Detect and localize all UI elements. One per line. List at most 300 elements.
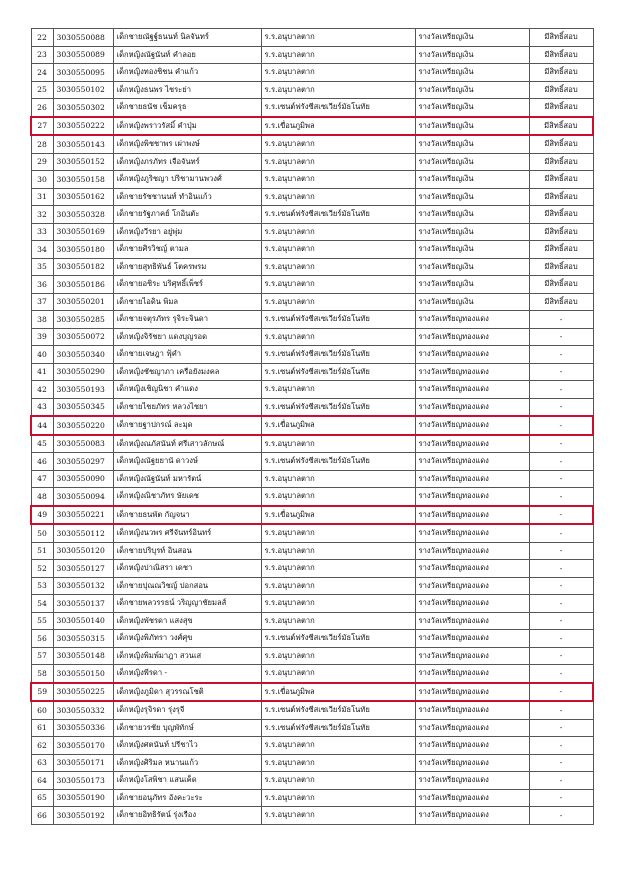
award-level: รางวัลเหรียญทองแดง [415, 754, 529, 772]
row-number: 62 [31, 737, 53, 755]
exam-eligibility: - [529, 328, 593, 346]
row-number: 26 [31, 99, 53, 117]
highlighted-table-row [31, 683, 593, 702]
award-level: รางวัลเหรียญเงิน [415, 135, 529, 153]
exam-eligibility: - [529, 789, 593, 807]
school-name: ร.ร.เซนต์ฟรังซีสเซเวียร์มัธโนทัย [261, 206, 415, 224]
row-number: 22 [31, 29, 53, 47]
student-name: เด็กชายจตุรภัทร รุจิระจินดา [113, 311, 261, 329]
student-name: เด็กชายปริบุรท์ อินสอน [113, 542, 261, 560]
student-id: 3030550328 [53, 206, 113, 224]
exam-eligibility: มีสิทธิ์สอบ [529, 135, 593, 153]
student-name: เด็กชายศิรวิชญ์ ตามล [113, 241, 261, 259]
row-number: 49 [31, 506, 53, 525]
row-number: 39 [31, 328, 53, 346]
student-name: เด็กชายพลวรรธน์ วริญญาชัยมลส์ [113, 595, 261, 613]
school-name: ร.ร.อนุบาลตาก [261, 807, 415, 825]
row-number: 33 [31, 223, 53, 241]
school-name: ร.ร.อนุบาลตาก [261, 488, 415, 506]
row-number: 61 [31, 719, 53, 737]
student-name: เด็กหญิงพิชชาพร เผ่าพงษ์ [113, 135, 261, 153]
award-level: รางวัลเหรียญทองแดง [415, 328, 529, 346]
row-number: 44 [31, 416, 53, 435]
student-id: 3030550143 [53, 135, 113, 153]
school-name: ร.ร.เซนต์ฟรังซีสเซเวียร์มัธโนทัย [261, 99, 415, 117]
student-id: 3030550220 [53, 416, 113, 435]
exam-eligibility: - [529, 665, 593, 683]
exam-eligibility: - [529, 398, 593, 416]
table-row [31, 630, 593, 648]
student-name: เด็กหญิงพราวรัสมิ์ คำปุ่ม [113, 117, 261, 136]
table-row [31, 453, 593, 471]
exam-eligibility: - [529, 754, 593, 772]
row-number: 52 [31, 560, 53, 578]
results-table-body [31, 29, 593, 825]
highlighted-table-row [31, 416, 593, 435]
row-number: 42 [31, 381, 53, 399]
row-number: 32 [31, 206, 53, 224]
row-number: 37 [31, 293, 53, 311]
exam-eligibility: - [529, 435, 593, 453]
exam-eligibility: - [529, 470, 593, 488]
school-name: ร.ร.เซนต์ฟรังซีสเซเวียร์มัธโนทัย [261, 701, 415, 719]
exam-eligibility: มีสิทธิ์สอบ [529, 223, 593, 241]
school-name: ร.ร.อนุบาลตาก [261, 595, 415, 613]
table-row [31, 135, 593, 153]
student-name: เด็กหญิงณิชาภัทร ษัยเดช [113, 488, 261, 506]
student-name: เด็กหญิงพัชรดา แสงสุข [113, 612, 261, 630]
row-number: 36 [31, 276, 53, 294]
student-name: เด็กชายอชิระ บริศุทธิ์เพ็ชร์ [113, 276, 261, 294]
exam-eligibility: - [529, 737, 593, 755]
table-row [31, 29, 593, 47]
student-name: เด็กหญิงจิรัชยา แดงบุญรอด [113, 328, 261, 346]
student-name: เด็กหญิงภรภัทร เจือจันทร์ [113, 153, 261, 171]
exam-eligibility: - [529, 577, 593, 595]
student-id: 3030550162 [53, 188, 113, 206]
exam-eligibility: มีสิทธิ์สอบ [529, 99, 593, 117]
row-number: 25 [31, 81, 53, 99]
student-name: เด็กหญิงศตนันท์ ปรีชาไว [113, 737, 261, 755]
student-id: 3030550336 [53, 719, 113, 737]
award-level: รางวัลเหรียญทองแดง [415, 772, 529, 790]
exam-eligibility: - [529, 453, 593, 471]
school-name: ร.ร.เซนต์ฟรังซีสเซเวียร์มัธโนทัย [261, 719, 415, 737]
school-name: ร.ร.เซนต์ฟรังซีสเซเวียร์มัธโนทัย [261, 363, 415, 381]
student-name: เด็กชายปุณณวิชญ์ ปอกสอน [113, 577, 261, 595]
award-level: รางวัลเหรียญทองแดง [415, 398, 529, 416]
student-name: เด็กหญิงพีรดา - [113, 665, 261, 683]
exam-eligibility: - [529, 524, 593, 542]
exam-eligibility: - [529, 416, 593, 435]
award-level: รางวัลเหรียญเงิน [415, 64, 529, 82]
award-level: รางวัลเหรียญทองแดง [415, 524, 529, 542]
exam-eligibility: มีสิทธิ์สอบ [529, 258, 593, 276]
school-name: ร.ร.อนุบาลตาก [261, 665, 415, 683]
row-number: 54 [31, 595, 53, 613]
student-id: 3030550083 [53, 435, 113, 453]
table-row [31, 577, 593, 595]
school-name: ร.ร.อนุบาลตาก [261, 435, 415, 453]
award-level: รางวัลเหรียญเงิน [415, 276, 529, 294]
student-id: 3030550302 [53, 99, 113, 117]
exam-eligibility: มีสิทธิ์สอบ [529, 117, 593, 136]
table-row [31, 258, 593, 276]
school-name: ร.ร.เขื่อนภูมิพล [261, 117, 415, 136]
school-name: ร.ร.อนุบาลตาก [261, 524, 415, 542]
award-level: รางวัลเหรียญทองแดง [415, 488, 529, 506]
award-level: รางวัลเหรียญเงิน [415, 46, 529, 64]
student-name: เด็กหญิงภูมิดา สุวรรณโชติ [113, 683, 261, 702]
student-name: เด็กหญิงโสพิชา แสนเค็ด [113, 772, 261, 790]
row-number: 23 [31, 46, 53, 64]
award-level: รางวัลเหรียญทองแดง [415, 665, 529, 683]
student-id: 3030550120 [53, 542, 113, 560]
student-id: 3030550340 [53, 346, 113, 364]
award-level: รางวัลเหรียญทองแดง [415, 381, 529, 399]
table-row [31, 560, 593, 578]
award-level: รางวัลเหรียญเงิน [415, 117, 529, 136]
school-name: ร.ร.อนุบาลตาก [261, 470, 415, 488]
student-name: เด็กชายธนัช เข็มครุธ [113, 99, 261, 117]
student-id: 3030550169 [53, 223, 113, 241]
student-id: 3030550150 [53, 665, 113, 683]
exam-eligibility: - [529, 719, 593, 737]
exam-eligibility: - [529, 506, 593, 525]
row-number: 55 [31, 612, 53, 630]
table-row [31, 701, 593, 719]
row-number: 29 [31, 153, 53, 171]
results-table [30, 28, 594, 825]
school-name: ร.ร.เซนต์ฟรังซีสเซเวียร์มัธโนทัย [261, 398, 415, 416]
student-id: 3030550132 [53, 577, 113, 595]
student-id: 3030550290 [53, 363, 113, 381]
row-number: 56 [31, 630, 53, 648]
student-id: 3030550315 [53, 630, 113, 648]
award-level: รางวัลเหรียญเงิน [415, 188, 529, 206]
student-id: 3030550332 [53, 701, 113, 719]
student-name: เด็กหญิงศิริมล หนานแก้ว [113, 754, 261, 772]
award-level: รางวัลเหรียญทองแดง [415, 363, 529, 381]
student-id: 3030550225 [53, 683, 113, 702]
student-name: เด็กหญิงภูริชญา ปริชามานพวงศ์ [113, 171, 261, 189]
row-number: 30 [31, 171, 53, 189]
row-number: 59 [31, 683, 53, 702]
exam-eligibility: มีสิทธิ์สอบ [529, 241, 593, 259]
student-id: 3030550140 [53, 612, 113, 630]
student-id: 3030550345 [53, 398, 113, 416]
exam-eligibility: มีสิทธิ์สอบ [529, 188, 593, 206]
award-level: รางวัลเหรียญเงิน [415, 293, 529, 311]
exam-eligibility: - [529, 683, 593, 702]
exam-eligibility: - [529, 346, 593, 364]
school-name: ร.ร.อนุบาลตาก [261, 754, 415, 772]
award-level: รางวัลเหรียญทองแดง [415, 560, 529, 578]
table-row [31, 241, 593, 259]
school-name: ร.ร.อนุบาลตาก [261, 647, 415, 665]
student-id: 3030550285 [53, 311, 113, 329]
exam-eligibility: มีสิทธิ์สอบ [529, 81, 593, 99]
table-row [31, 346, 593, 364]
student-name: เด็กหญิงวีรยา อยู่พุ่ม [113, 223, 261, 241]
school-name: ร.ร.อนุบาลตาก [261, 241, 415, 259]
school-name: ร.ร.อนุบาลตาก [261, 223, 415, 241]
table-row [31, 754, 593, 772]
table-row [31, 363, 593, 381]
student-name: เด็กชายรัฐภาคย์ โกอินตัะ [113, 206, 261, 224]
row-number: 45 [31, 435, 53, 453]
exam-eligibility: มีสิทธิ์สอบ [529, 153, 593, 171]
school-name: ร.ร.อนุบาลตาก [261, 381, 415, 399]
row-number: 66 [31, 807, 53, 825]
award-level: รางวัลเหรียญทองแดง [415, 577, 529, 595]
school-name: ร.ร.อนุบาลตาก [261, 276, 415, 294]
student-id: 3030550180 [53, 241, 113, 259]
student-id: 3030550102 [53, 81, 113, 99]
award-level: รางวัลเหรียญทองแดง [415, 470, 529, 488]
award-level: รางวัลเหรียญทองแดง [415, 719, 529, 737]
award-level: รางวัลเหรียญเงิน [415, 99, 529, 117]
student-id: 3030550297 [53, 453, 113, 471]
school-name: ร.ร.เขื่อนภูมิพล [261, 506, 415, 525]
table-row [31, 328, 593, 346]
student-id: 3030550190 [53, 789, 113, 807]
award-level: รางวัลเหรียญทองแดง [415, 612, 529, 630]
student-name: เด็กหญิงทองชิชน คำแก้ว [113, 64, 261, 82]
row-number: 34 [31, 241, 53, 259]
table-row [31, 188, 593, 206]
student-id: 3030550137 [53, 595, 113, 613]
student-name: เด็กหญิงชัชญาภา เครือยังมงคล [113, 363, 261, 381]
exam-eligibility: มีสิทธิ์สอบ [529, 64, 593, 82]
student-id: 3030550201 [53, 293, 113, 311]
row-number: 50 [31, 524, 53, 542]
student-id: 3030550170 [53, 737, 113, 755]
highlighted-table-row [31, 117, 593, 136]
student-id: 3030550171 [53, 754, 113, 772]
table-row [31, 64, 593, 82]
student-name: เด็กชายวรชัย บุญพัทักษ์ [113, 719, 261, 737]
award-level: รางวัลเหรียญทองแดง [415, 647, 529, 665]
school-name: ร.ร.อนุบาลตาก [261, 64, 415, 82]
table-row [31, 293, 593, 311]
student-id: 3030550173 [53, 772, 113, 790]
row-number: 48 [31, 488, 53, 506]
row-number: 51 [31, 542, 53, 560]
student-id: 3030550094 [53, 488, 113, 506]
award-level: รางวัลเหรียญทองแดง [415, 346, 529, 364]
row-number: 58 [31, 665, 53, 683]
award-level: รางวัลเหรียญทองแดง [415, 453, 529, 471]
table-row [31, 276, 593, 294]
exam-eligibility: - [529, 560, 593, 578]
table-row [31, 612, 593, 630]
table-row [31, 435, 593, 453]
student-id: 3030550095 [53, 64, 113, 82]
school-name: ร.ร.อนุบาลตาก [261, 577, 415, 595]
table-row [31, 789, 593, 807]
school-name: ร.ร.อนุบาลตาก [261, 789, 415, 807]
student-name: เด็กชายฐาปกรณ์ ละมุด [113, 416, 261, 435]
student-name: เด็กชายสุทธิพันธ์ โตครพรม [113, 258, 261, 276]
award-level: รางวัลเหรียญทองแดง [415, 595, 529, 613]
row-number: 64 [31, 772, 53, 790]
award-level: รางวัลเหรียญเงิน [415, 153, 529, 171]
row-number: 60 [31, 701, 53, 719]
exam-eligibility: - [529, 772, 593, 790]
school-name: ร.ร.อนุบาลตาก [261, 81, 415, 99]
results-sheet [30, 28, 592, 825]
table-row [31, 488, 593, 506]
school-name: ร.ร.อนุบาลตาก [261, 772, 415, 790]
award-level: รางวัลเหรียญทองแดง [415, 630, 529, 648]
table-row [31, 737, 593, 755]
student-name: เด็กหญิงณัฐยยานั ดาวงษ์ [113, 453, 261, 471]
student-name: เด็กหญิงรุจิรดา รุ่งรุจี [113, 701, 261, 719]
student-name: เด็กหญิงเชิญนิชา คำแดง [113, 381, 261, 399]
exam-eligibility: - [529, 701, 593, 719]
exam-eligibility: - [529, 595, 593, 613]
school-name: ร.ร.เซนต์ฟรังซีสเซเวียร์มัธโนทัย [261, 346, 415, 364]
table-row [31, 398, 593, 416]
student-id: 3030550193 [53, 381, 113, 399]
table-row [31, 647, 593, 665]
row-number: 43 [31, 398, 53, 416]
row-number: 28 [31, 135, 53, 153]
table-row [31, 470, 593, 488]
student-id: 3030550112 [53, 524, 113, 542]
student-id: 3030550152 [53, 153, 113, 171]
row-number: 31 [31, 188, 53, 206]
row-number: 53 [31, 577, 53, 595]
award-level: รางวัลเหรียญทองแดง [415, 683, 529, 702]
student-id: 3030550089 [53, 46, 113, 64]
row-number: 65 [31, 789, 53, 807]
exam-eligibility: - [529, 311, 593, 329]
award-level: รางวัลเหรียญทองแดง [415, 807, 529, 825]
award-level: รางวัลเหรียญทองแดง [415, 435, 529, 453]
student-id: 3030550090 [53, 470, 113, 488]
student-id: 3030550127 [53, 560, 113, 578]
award-level: รางวัลเหรียญเงิน [415, 223, 529, 241]
school-name: ร.ร.อนุบาลตาก [261, 46, 415, 64]
exam-eligibility: - [529, 363, 593, 381]
exam-eligibility: มีสิทธิ์สอบ [529, 46, 593, 64]
student-name: เด็กหญิงพิมพ์มาฎา สวนเส [113, 647, 261, 665]
table-row [31, 46, 593, 64]
student-id: 3030550182 [53, 258, 113, 276]
table-row [31, 81, 593, 99]
student-name: เด็กชายไชยภัทร หลวงไชยา [113, 398, 261, 416]
student-id: 3030550186 [53, 276, 113, 294]
student-id: 3030550148 [53, 647, 113, 665]
student-name: เด็กหญิงนวพร ศรีจันทร์อินทร์ [113, 524, 261, 542]
award-level: รางวัลเหรียญทองแดง [415, 789, 529, 807]
table-row [31, 542, 593, 560]
row-number: 40 [31, 346, 53, 364]
highlighted-table-row [31, 506, 593, 525]
exam-eligibility: - [529, 630, 593, 648]
exam-eligibility: มีสิทธิ์สอบ [529, 293, 593, 311]
school-name: ร.ร.เขื่อนภูมิพล [261, 683, 415, 702]
row-number: 38 [31, 311, 53, 329]
student-name: เด็กชายรัชชานนท์ ทำอินแก้ว [113, 188, 261, 206]
table-row [31, 381, 593, 399]
school-name: ร.ร.เซนต์ฟรังซีสเซเวียร์มัธโนทัย [261, 630, 415, 648]
table-row [31, 223, 593, 241]
school-name: ร.ร.อนุบาลตาก [261, 293, 415, 311]
table-row [31, 807, 593, 825]
student-name: เด็กหญิงปาณิสรา เดชา [113, 560, 261, 578]
table-row [31, 171, 593, 189]
row-number: 63 [31, 754, 53, 772]
exam-eligibility: มีสิทธิ์สอบ [529, 276, 593, 294]
school-name: ร.ร.อนุบาลตาก [261, 542, 415, 560]
award-level: รางวัลเหรียญเงิน [415, 81, 529, 99]
student-name: เด็กหญิงณภัสนันท์ ศรีเสาวลักษณ์ [113, 435, 261, 453]
school-name: ร.ร.อนุบาลตาก [261, 188, 415, 206]
student-name: เด็กหญิงณัฐนันท์ คำลอย [113, 46, 261, 64]
table-row [31, 153, 593, 171]
school-name: ร.ร.อนุบาลตาก [261, 560, 415, 578]
table-row [31, 524, 593, 542]
student-name: เด็กชายอิทธิรัตน์ รุ่งเรือง [113, 807, 261, 825]
row-number: 46 [31, 453, 53, 471]
award-level: รางวัลเหรียญทองแดง [415, 737, 529, 755]
table-row [31, 665, 593, 683]
row-number: 41 [31, 363, 53, 381]
table-row [31, 719, 593, 737]
row-number: 57 [31, 647, 53, 665]
row-number: 27 [31, 117, 53, 136]
school-name: ร.ร.อนุบาลตาก [261, 171, 415, 189]
table-row [31, 772, 593, 790]
student-id: 3030550158 [53, 171, 113, 189]
school-name: ร.ร.อนุบาลตาก [261, 328, 415, 346]
award-level: รางวัลเหรียญเงิน [415, 258, 529, 276]
student-name: เด็กชายธนพัต กัญจนา [113, 506, 261, 525]
table-row [31, 311, 593, 329]
school-name: ร.ร.เขื่อนภูมิพล [261, 416, 415, 435]
student-name: เด็กชายไอดิน พิมล [113, 293, 261, 311]
student-id: 3030550222 [53, 117, 113, 136]
award-level: รางวัลเหรียญทองแดง [415, 542, 529, 560]
school-name: ร.ร.เซนต์ฟรังซีสเซเวียร์มัธโนทัย [261, 453, 415, 471]
exam-eligibility: - [529, 807, 593, 825]
school-name: ร.ร.อนุบาลตาก [261, 135, 415, 153]
award-level: รางวัลเหรียญทองแดง [415, 416, 529, 435]
exam-eligibility: - [529, 381, 593, 399]
award-level: รางวัลเหรียญเงิน [415, 241, 529, 259]
exam-eligibility: - [529, 612, 593, 630]
student-name: เด็กหญิงพิภัทรา วงศ์ศุข [113, 630, 261, 648]
table-row [31, 206, 593, 224]
student-id: 3030550192 [53, 807, 113, 825]
table-row [31, 595, 593, 613]
school-name: ร.ร.อนุบาลตาก [261, 612, 415, 630]
student-id: 3030550221 [53, 506, 113, 525]
student-name: เด็กชายเจษฎา ฟุ้คำ [113, 346, 261, 364]
student-name: เด็กชายณัฐฐ์ธนนท์ นิลจันทร์ [113, 29, 261, 47]
award-level: รางวัลเหรียญทองแดง [415, 701, 529, 719]
table-row [31, 99, 593, 117]
exam-eligibility: - [529, 488, 593, 506]
school-name: ร.ร.เซนต์ฟรังซีสเซเวียร์มัธโนทัย [261, 311, 415, 329]
school-name: ร.ร.อนุบาลตาก [261, 29, 415, 47]
award-level: รางวัลเหรียญเงิน [415, 29, 529, 47]
row-number: 24 [31, 64, 53, 82]
student-id: 3030550072 [53, 328, 113, 346]
